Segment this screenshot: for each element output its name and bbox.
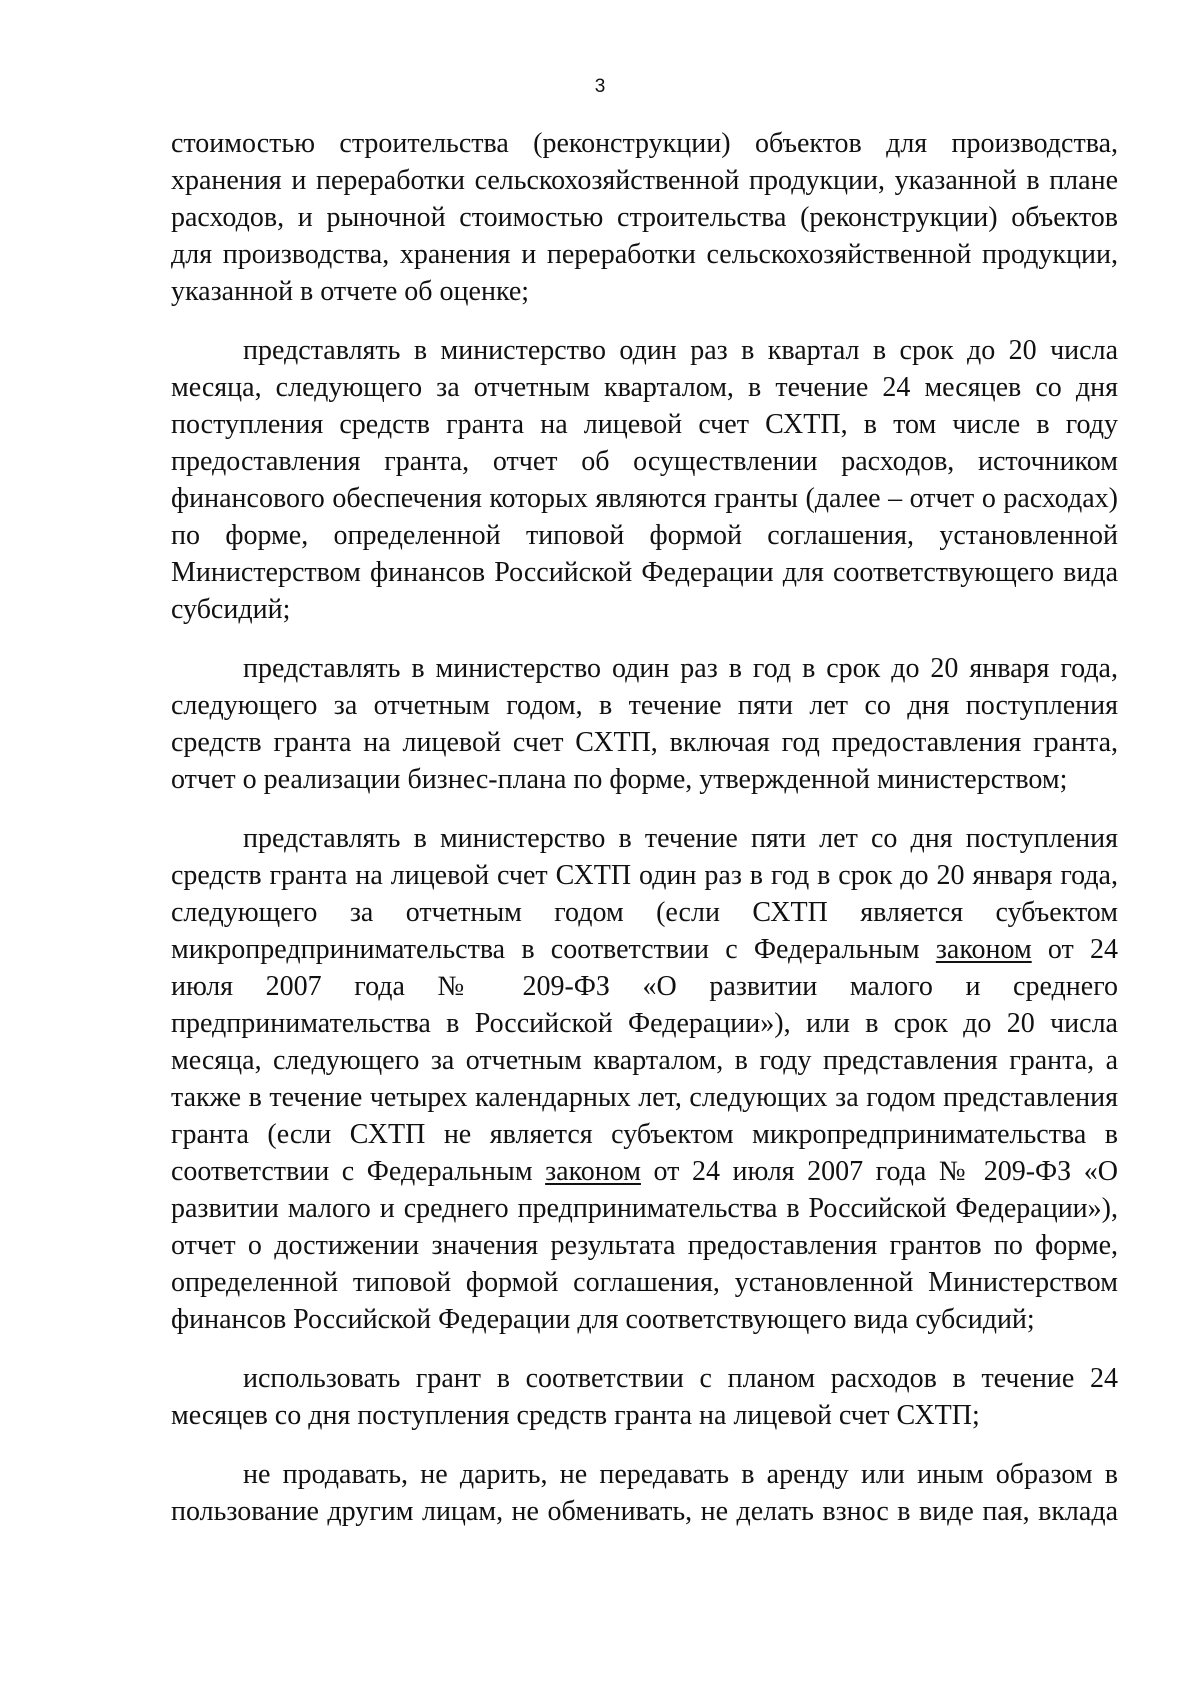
paragraph-grant-usage: использовать грант в соответствии с планом расходов в течение 24 месяцев со дня поступления средств гранта на лицевой счет СХТП;	[171, 1363, 1118, 1431]
document-body	[171, 125, 1118, 1552]
paragraph-text-segment: от 24 июля 2007 года № 209-ФЗ «О развитии малого и среднего предпринимательства в Российской Федерации»), отчет о достижении значения результата предоставления грантов по форме, определенной типовой формой соглашения, установленной Министерством финансов Российской Федерации для соответствующего вида субсидий;	[171, 1156, 1118, 1335]
paragraph-business-plan-report: представлять в министерство один раз в год в срок до 20 января года, следующего за отчетным годом, в течение пяти лет со дня поступления средств гранта на лицевой счет СХТП, включая год предоставления гранта, отчет о реализации бизнес-плана по форме, утвержденной министерством;	[171, 653, 1118, 795]
law-reference-link[interactable]: законом	[545, 1156, 641, 1187]
page-number: 3	[594, 76, 606, 97]
paragraph-text-segment: представлять в министерство в течение пяти лет со дня поступления средств гранта на лицевой счет СХТП один раз в год в срок до 20 января года, следующего за отчетным годом (если СХТП является субъектом микропредпринимательства в соответствии с Федеральным	[171, 823, 1118, 965]
paragraph-quarterly-expense-report: представлять в министерство один раз в квартал в срок до 20 числа месяца, следующего за отчетным кварталом, в течение 24 месяцев со дня поступления средств гранта на лицевой счет СХТП, в том числе в году предоставления гранта, отчет об осуществлении расходов, источником финансового обеспечения которых являются гранты (далее – отчет о расходах) по форме, определенной типовой формой соглашения, установленной Министерством финансов Российской Федерации для соответствующего вида субсидий;	[171, 335, 1118, 625]
law-reference-link[interactable]: законом	[935, 934, 1032, 965]
paragraph-text-segment: от 24 июля 2007 года № 209-ФЗ «О развитии малого и среднего предпринимательства в Российской Федерации»), или в срок до 20 числа месяца, следующего за отчетным кварталом, в году представления гранта, а также в течение четырех календарных лет, следующих за годом представления гранта (если СХТП не является субъектом микропредпринимательства в соответствии с Федеральным	[171, 934, 1118, 1187]
paragraph-continuation: стоимостью строительства (реконструкции) объектов для производства, хранения и переработки сельскохозяйственной продукции, указанной в плане расходов, и рыночной стоимостью строительства (реконструкции) объектов для производства, хранения и переработки сельскохозяйственной продукции, указанной в отчете об оценке;	[171, 128, 1118, 307]
paragraph-disposal-restrictions: не продавать, не дарить, не передавать в аренду или иным образом в пользование другим лицам, не обменивать, не делать взнос в виде пая, вклада	[171, 1459, 1118, 1527]
paragraph-result-achievement-report	[171, 820, 1118, 1338]
